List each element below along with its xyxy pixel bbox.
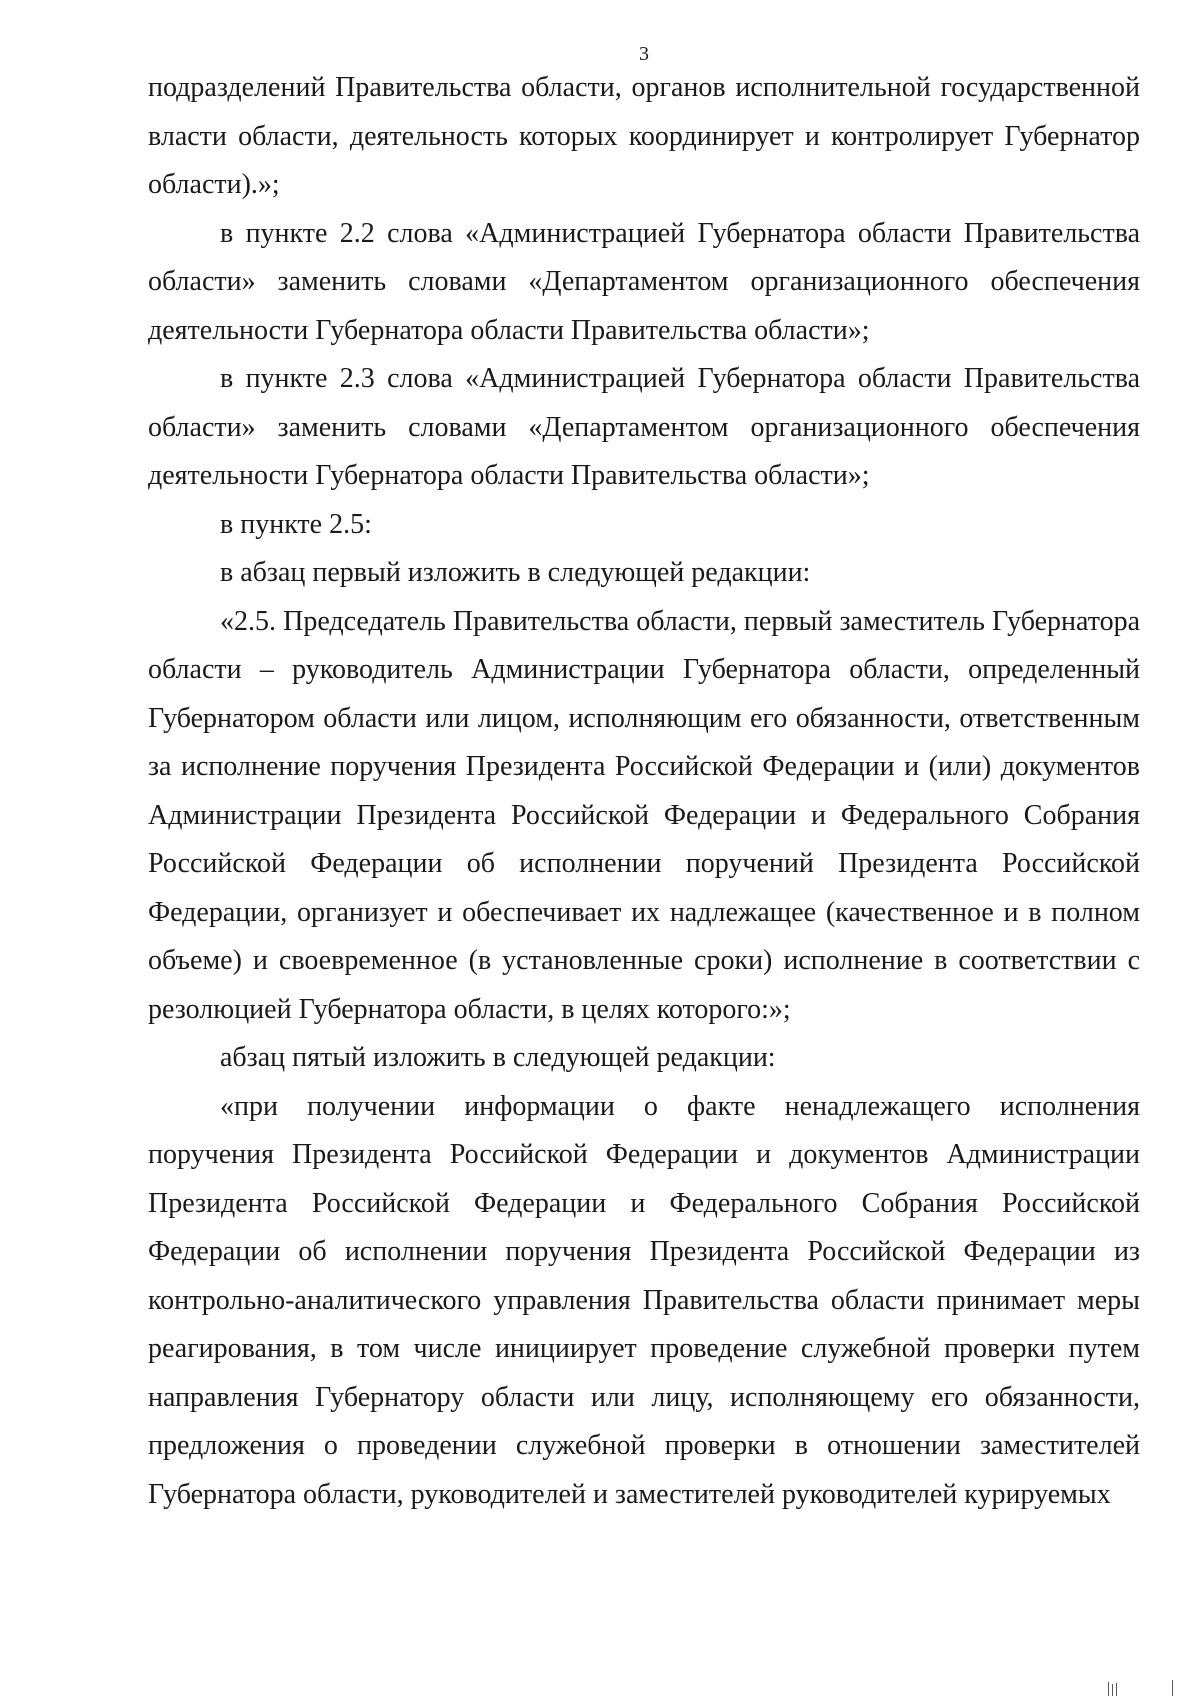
scan-mark: [1112, 1684, 1113, 1696]
page-number: 3: [639, 43, 649, 65]
paragraph-first-abzac-instruction: в абзац первый изложить в следующей редакции:: [220, 557, 811, 588]
paragraph-point-2-5-text: «2.5. Председатель Правительства области, первый заместитель Губернатора области – руководитель Администрации Губернатора области, определенный Губернатором области или лицом, исполняющим его обязанности, ответственным за исполнение поручения Президента Российской Федерации и (или) документов Администрации Президента Российской Федерации и Федерального Собрания Российской Федерации об исполнении поручений Президента Российской Федерации, организует и обеспечивает их надлежащее (качественное и в полном объеме) и своевременное (в установленные сроки) исполнение в соответствии с резолюцией Губернатора области, в целях которого:»;: [148, 605, 1140, 1025]
scan-mark: [1108, 1682, 1109, 1696]
document-body: [148, 64, 1140, 1519]
paragraph-point-2-2: в пункте 2.2 слова «Администрацией Губернатора области Правительства области» заменить словами «Департаментом организационного обеспечения деятельности Губернатора области Правительства области»;: [148, 217, 1140, 346]
paragraph-continuation: подразделений Правительства области, органов исполнительной государственной власти области, деятельность которых координирует и контролирует Губернатор области).»;: [148, 72, 1140, 200]
scan-mark: [1116, 1683, 1117, 1696]
paragraph-point-2-5-heading: в пункте 2.5:: [220, 508, 372, 540]
paragraph-fifth-abzac-text: «при получении информации о факте ненадлежащего исполнения поручения Президента Российской Федерации и документов Администрации Президента Российской Федерации и Федерального Собрания Российской Федерации об исполнении поручения Президента Российской Федерации из контрольно-аналитического управления Правительства области принимает меры реагирования, в том числе инициирует проведение служебной проверки путем направления Губернатору области или лицу, исполняющему его обязанности, предложения о проведении служебной проверки в отношении заместителей Губернатора области, руководителей и заместителей руководителей курируемых: [148, 1090, 1140, 1510]
scan-mark: [1172, 1680, 1173, 1696]
paragraph-point-2-3: в пункте 2.3 слова «Администрацией Губернатора области Правительства области» заменить словами «Департаментом организационного обеспечения деятельности Губернатора области Правительства области»;: [148, 363, 1140, 491]
paragraph-fifth-abzac-instruction: абзац пятый изложить в следующей редакции:: [220, 1042, 776, 1073]
